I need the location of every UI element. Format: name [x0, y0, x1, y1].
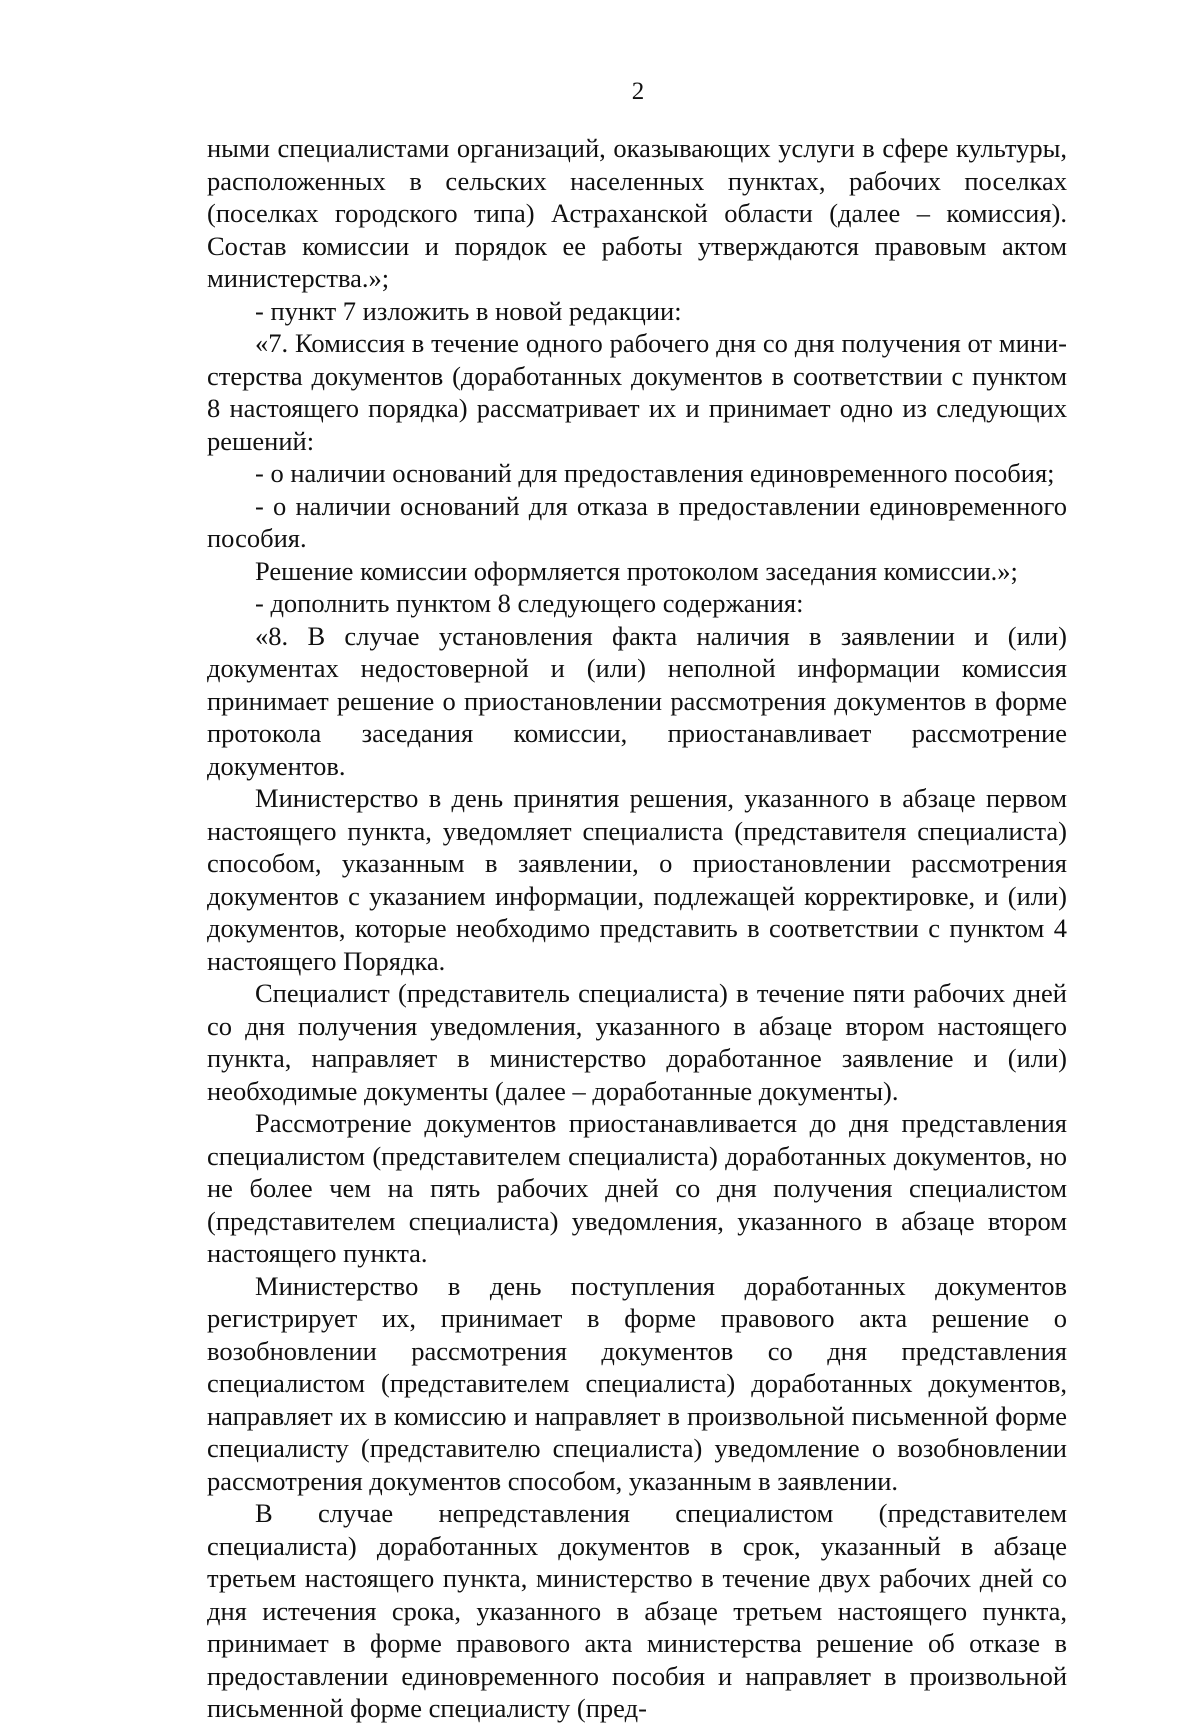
paragraph-item-7-instruction: - пункт 7 изложить в новой редакции:	[255, 295, 682, 326]
paragraph-decision-grant: - о наличии оснований для предоставления единовременного пособия;	[255, 458, 1055, 488]
document-body	[207, 132, 1067, 1725]
paragraph-protocol: Решение комиссии оформляется протоколом заседания комиссии.»;	[255, 555, 1018, 586]
paragraph-specialist-response: Специалист (представитель специалиста) в течение пяти рабочих дней со дня получения уведомления, указанного в абзаце втором настоящего пункта, направляет в министерство доработанное заявление и (или) необходимые документы (далее – доработанные документы).	[207, 978, 1067, 1106]
paragraph-suspension-term: Рассмотрение документов приостанавливается до дня представления специалистом (представителем специалиста) доработанных документов, но не более чем на пять рабочих дней со дня получения специалистом (представителем специалиста) уведомления, указанного в абзаце втором настоящего пункта.	[207, 1108, 1067, 1268]
paragraph-resumption: Министерство в день поступления доработанных документов регистрирует их, принимает в форме правового акта решение о возобновлении рассмотрения документов со дня представления специалистом (представителем специалиста) доработанных документов, направляет их в комиссию и направляет в произвольной письменной форме специалисту (представителю специалиста) уведомление о возобновлении рассмотрения документов способом, указанным в заявлении.	[207, 1270, 1067, 1496]
paragraph-item-7: «7. Комиссия в течение одного рабочего дня со дня получения от министерства документов (доработанных документов в соответствии с пунктом 8 настоящего порядка) рассматривает их и принимает одно из следующих решений:	[207, 328, 1067, 456]
paragraph-item-8: «8. В случае установления факта наличия в заявлении и (или) документах недостоверной и (или) неполной информации комиссия принимает решение о приостановлении рассмотрения документов в форме протокола заседания комиссии, приостанавливает рассмотрение документов.	[207, 620, 1067, 781]
paragraph-item-8-instruction: - дополнить пунктом 8 следующего содержания:	[255, 588, 804, 618]
paragraph-decision-refuse: - о наличии оснований для отказа в предоставлении единовременного пособия.	[207, 490, 1067, 553]
paragraph-ministry-notice: Министерство в день принятия решения, указанного в абзаце первом настоящего пункта, уведомляет специалиста (представителя специалиста) способом, указанным в заявлении, о приостановлении рассмотрения документов с указанием информации, подлежащей корректировке, и (или) документов, которые необходимо представить в соответствии с пунктом 4 настоящего Порядка.	[207, 783, 1067, 976]
paragraph-refusal: В случае непредставления специалистом (представителем специалиста) доработанных документов в срок, указанный в абзаце третьем настоящего пункта, министерство в течение двух рабочих дней со дня истечения срока, указанного в абзаце третьем настоящего пункта, принимает в форме правового акта министерства решение об отказе в предоставлении единовременного пособия и направляет в произвольной письменной форме специалисту (пред-	[207, 1498, 1067, 1723]
paragraph-continuation: ными специалистами организаций, оказывающих услуги в сфере культуры, расположенных в сельских населенных пунктах, рабочих поселках (поселках городского типа) Астраханской области (далее – комиссия). Состав комиссии и порядок ее работы утверждаются правовым актом министерства.»;	[207, 133, 1067, 293]
page-number: 2	[631, 78, 645, 105]
